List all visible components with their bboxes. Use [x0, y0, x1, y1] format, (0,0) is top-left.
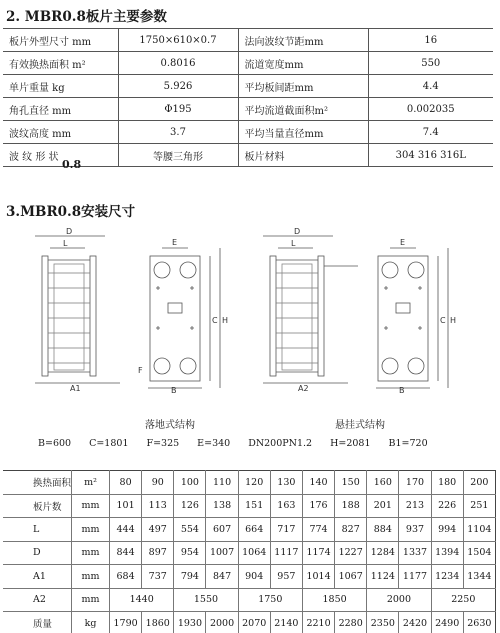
table-cell: 2000 [367, 588, 431, 612]
row-label: 换热面积 [3, 471, 72, 495]
params-row [3, 121, 493, 144]
section-title-params: 2. MBR0.8板片主要参数 [6, 9, 167, 25]
row-label: 质量 [3, 612, 72, 633]
table-cell: 90 [142, 471, 174, 495]
table-cell: 160 [367, 471, 399, 495]
param-value: 5.926 [118, 75, 238, 98]
param-name: 角孔直径 mm [3, 98, 118, 121]
section-title-install: 3.MBR0.8安装尺寸 [6, 204, 136, 220]
table-row [3, 541, 496, 565]
table-cell: 1177 [399, 565, 431, 589]
params-row [3, 29, 493, 52]
table-cell: 140 [302, 471, 334, 495]
table-cell: 1067 [335, 565, 367, 589]
table-cell: 1104 [463, 518, 495, 542]
param-name: 波 纹 形 状 [3, 144, 118, 167]
table-cell: 100 [174, 471, 206, 495]
row-label: A1 [3, 565, 72, 589]
param-name: 流道宽度mm [238, 52, 368, 75]
hang-structure-label: 悬挂式结构 [335, 420, 385, 431]
table-row [3, 588, 496, 612]
table-cell: 201 [367, 494, 399, 518]
table-cell: 1344 [463, 565, 495, 589]
param-value: 1750×610×0.7 [118, 29, 238, 52]
dim-label-f: F [138, 366, 143, 375]
dim-label-a1: A1 [70, 384, 81, 393]
table-cell: 2490 [431, 612, 463, 633]
table-cell: 151 [238, 494, 270, 518]
table-cell: 884 [367, 518, 399, 542]
table-cell: 897 [142, 541, 174, 565]
param-name: 法向波纹节距mm [238, 29, 368, 52]
spec-item: E=340 [197, 438, 231, 449]
table-cell: 664 [238, 518, 270, 542]
table-cell: 794 [174, 565, 206, 589]
table-cell: 170 [399, 471, 431, 495]
spec-item: F=325 [146, 438, 180, 449]
row-label: 板片数 [3, 494, 72, 518]
table-cell: 180 [431, 471, 463, 495]
table-cell: 2000 [206, 612, 238, 633]
table-cell: 126 [174, 494, 206, 518]
table-cell: 2250 [431, 588, 495, 612]
params-row [3, 52, 493, 75]
table-cell: 1284 [367, 541, 399, 565]
param-name: 单片重量 kg [3, 75, 118, 98]
dim-label-a2-right: A2 [298, 384, 309, 393]
table-cell: 2350 [367, 612, 399, 633]
table-cell: 1014 [302, 565, 334, 589]
table-cell: 1550 [174, 588, 238, 612]
table-cell: 954 [174, 541, 206, 565]
table-cell: 1234 [431, 565, 463, 589]
table-cell: 827 [335, 518, 367, 542]
param-name: 波纹高度 mm [3, 121, 118, 144]
table-cell: 717 [270, 518, 302, 542]
table-cell: 2140 [270, 612, 302, 633]
param-value: 0.8016 [118, 52, 238, 75]
table-cell: 1790 [110, 612, 142, 633]
table-cell: 847 [206, 565, 238, 589]
param-value: 4.4 [368, 75, 493, 98]
params-table [3, 28, 493, 167]
param-value: 0.002035 [368, 98, 493, 121]
param-name: 板片外型尺寸 mm [3, 29, 118, 52]
row-unit: mm [72, 588, 110, 612]
dim-label-b: B [171, 386, 177, 393]
install-size-table [3, 470, 496, 633]
spec-item: C=1801 [89, 438, 129, 449]
table-cell: 138 [206, 494, 238, 518]
param-value: 7.4 [368, 121, 493, 144]
table-row [3, 612, 496, 633]
row-unit: mm [72, 494, 110, 518]
spec-line [38, 438, 446, 449]
param-name: 平均板间距mm [238, 75, 368, 98]
table-cell: 1117 [270, 541, 302, 565]
table-cell: 1930 [174, 612, 206, 633]
param-name: 平均当量直径mm [238, 121, 368, 144]
spec-item: B=600 [38, 438, 72, 449]
table-cell: 1337 [399, 541, 431, 565]
params-row [3, 98, 493, 121]
table-cell: 1007 [206, 541, 238, 565]
table-cell: 774 [302, 518, 334, 542]
dim-label-d: D [66, 228, 73, 236]
table-cell: 937 [399, 518, 431, 542]
param-value: 3.7 [118, 121, 238, 144]
spec-item: B1=720 [388, 438, 428, 449]
table-cell: 188 [335, 494, 367, 518]
table-cell: 737 [142, 565, 174, 589]
table-cell: 130 [270, 471, 302, 495]
row-unit: m² [72, 471, 110, 495]
param-name: 平均流道截面积m² [238, 98, 368, 121]
dim-label-h: H [222, 316, 229, 325]
row-label: A2 [3, 588, 72, 612]
table-cell: 150 [335, 471, 367, 495]
table-cell: 176 [302, 494, 334, 518]
dim-label-l-right: L [291, 239, 296, 248]
table-cell: 1227 [335, 541, 367, 565]
table-cell: 251 [463, 494, 495, 518]
dim-label-h-right: H [450, 316, 457, 325]
table-cell: 2280 [335, 612, 367, 633]
dim-label-e-right: E [400, 238, 406, 247]
table-cell: 994 [431, 518, 463, 542]
row-label: D [3, 541, 72, 565]
table-cell: 1124 [367, 565, 399, 589]
dim-label-d-right: D [294, 228, 301, 236]
row-unit: mm [72, 518, 110, 542]
dim-label-b-right: B [399, 386, 405, 393]
param-value: 304 316 316L [368, 144, 493, 167]
floor-structure-diagram [30, 228, 230, 393]
table-cell: 844 [110, 541, 142, 565]
table-cell: 226 [431, 494, 463, 518]
table-cell: 163 [270, 494, 302, 518]
table-row [3, 565, 496, 589]
table-cell: 101 [110, 494, 142, 518]
row-unit: mm [72, 565, 110, 589]
dim-label-c-right: C [440, 316, 446, 325]
table-row [3, 494, 496, 518]
params-overlay-note: 0.8 [62, 158, 82, 171]
table-cell: 1064 [238, 541, 270, 565]
row-unit: mm [72, 541, 110, 565]
table-row [3, 471, 496, 495]
table-cell: 213 [399, 494, 431, 518]
table-cell: 113 [142, 494, 174, 518]
table-cell: 1440 [110, 588, 174, 612]
table-cell: 904 [238, 565, 270, 589]
table-cell: 80 [110, 471, 142, 495]
param-value: 等腰三角形 [118, 144, 238, 167]
table-cell: 554 [174, 518, 206, 542]
row-unit: kg [72, 612, 110, 633]
table-cell: 1394 [431, 541, 463, 565]
table-cell: 200 [463, 471, 495, 495]
table-cell: 957 [270, 565, 302, 589]
table-cell: 2210 [302, 612, 334, 633]
table-cell: 2420 [399, 612, 431, 633]
param-name: 有效换热面积 m² [3, 52, 118, 75]
spec-item: H=2081 [330, 438, 371, 449]
table-cell: 110 [206, 471, 238, 495]
table-cell: 1860 [142, 612, 174, 633]
row-label: L [3, 518, 72, 542]
dim-label-e: E [172, 238, 178, 247]
table-cell: 120 [238, 471, 270, 495]
param-value: 16 [368, 29, 493, 52]
table-cell: 1504 [463, 541, 495, 565]
table-row [3, 518, 496, 542]
table-cell: 684 [110, 565, 142, 589]
table-cell: 1850 [302, 588, 366, 612]
table-cell: 1174 [302, 541, 334, 565]
param-value: 550 [368, 52, 493, 75]
dim-label-c: C [212, 316, 218, 325]
params-row [3, 75, 493, 98]
param-name: 板片材料 [238, 144, 368, 167]
table-cell: 444 [110, 518, 142, 542]
hang-structure-diagram [258, 228, 458, 393]
floor-structure-label: 落地式结构 [145, 420, 195, 431]
table-cell: 2630 [463, 612, 495, 633]
table-cell: 1750 [238, 588, 302, 612]
table-cell: 607 [206, 518, 238, 542]
dim-label-l: L [63, 239, 68, 248]
spec-item: DN200PN1.2 [248, 438, 313, 449]
table-cell: 497 [142, 518, 174, 542]
table-cell: 2070 [238, 612, 270, 633]
param-value: Φ195 [118, 98, 238, 121]
